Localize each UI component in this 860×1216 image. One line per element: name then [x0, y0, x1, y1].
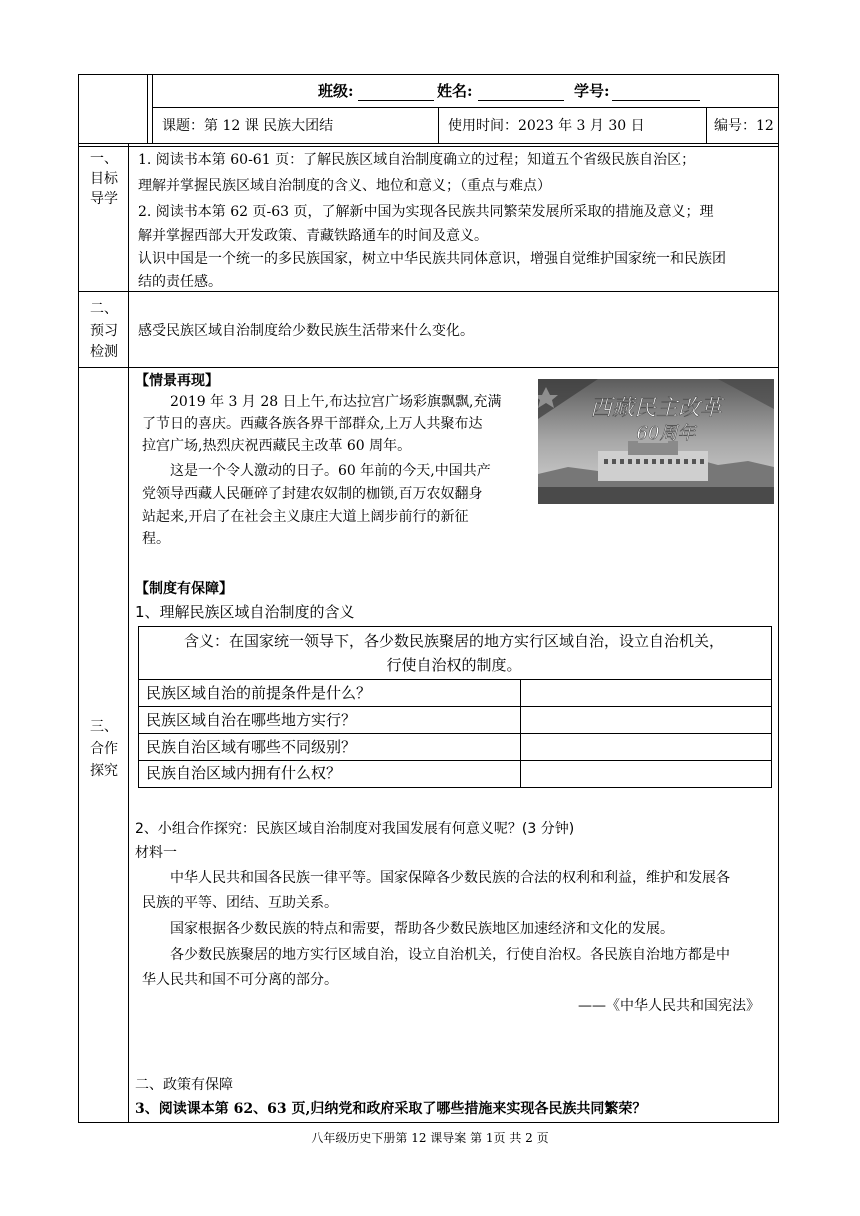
- section3-label-3: 探究: [90, 763, 118, 779]
- scene-line: 这是一个令人激动的日子。60 年前的今天,中国共产: [170, 463, 491, 479]
- table-border-right: [778, 74, 779, 1123]
- scene-line: 程。: [142, 531, 170, 547]
- topic-label: 课题：第 12 课 民族大团结: [162, 118, 334, 134]
- name-blank: [478, 82, 564, 101]
- section2-label-1: 二、: [90, 301, 118, 317]
- definition-line: 行使自治权的制度。: [386, 656, 522, 674]
- page-footer: 八年级历史下册第 12 课导案 第 1页 共 2 页: [311, 1131, 549, 1145]
- table-border-bottom: [78, 1122, 779, 1123]
- definition-row-divider: [138, 679, 771, 680]
- name-label: 姓名:: [437, 82, 473, 100]
- material-line: 民族的平等、团结、互助关系。: [142, 895, 338, 911]
- header-bottom-2: [78, 146, 779, 147]
- photo-illustration: [538, 379, 774, 504]
- q1-title: 1、理解民族区域自治制度的含义: [135, 603, 355, 621]
- policy-title: 二、政策有保障: [135, 1077, 233, 1093]
- section2-bottom: [78, 367, 779, 368]
- section2-label-2: 预习: [90, 323, 118, 339]
- table-border-left: [78, 74, 79, 1123]
- class-label: 班级:: [318, 82, 354, 100]
- material-line: 国家根据各少数民族的特点和需要，帮助各少数民族地区加速经济和文化的发展。: [170, 921, 674, 937]
- photo-caption-line1: 西藏民主改革: [589, 396, 723, 421]
- question-row-divider: [138, 706, 771, 707]
- class-blank: [358, 82, 434, 101]
- section1-line: 理解并掌握民族区域自治制度的含义、地位和意义；（重点与难点）: [138, 178, 551, 194]
- section1-line: 认识中国是一个统一的多民族国家，树立中华民族共同体意识，增强自觉维护国家统一和民族团: [138, 251, 726, 267]
- section3-label-1: 三、: [90, 719, 118, 735]
- material-line: 中华人民共和国各民族一律平等。国家保障各少数民族的合法的权利和利益，维护和发展各: [170, 870, 730, 886]
- section1-line: 结的责任感。: [138, 274, 222, 290]
- question-answer-divider: [520, 679, 521, 787]
- question-cell: 民族自治区域内拥有什么权？: [146, 764, 342, 782]
- section2-label-3: 检测: [90, 344, 118, 360]
- section1-label-1: 一、: [90, 151, 118, 167]
- header-row-divider: [152, 107, 779, 108]
- system-title: 【制度有保障】: [135, 581, 233, 597]
- q2-title: 2、小组合作探究：民族区域自治制度对我国发展有何意义呢？(3 分钟): [135, 821, 575, 837]
- section1-bottom: [78, 291, 779, 292]
- material-line: 各少数民族聚居的地方实行区域自治，设立自治机关，行使自治权。各民族自治地方都是中: [170, 947, 730, 963]
- definition-line: 含义：在国家统一领导下，各少数民族聚居的地方实行区域自治，设立自治机关，: [183, 632, 724, 650]
- number-blank: [612, 82, 700, 101]
- header-bottom-1: [78, 143, 779, 144]
- header-divider-1: [147, 74, 148, 144]
- header-divider-2: [152, 74, 153, 144]
- scene-line: 党领导西藏人民砸碎了封建农奴制的枷锁,百万农奴翻身: [142, 486, 483, 502]
- question-row-divider: [138, 760, 771, 761]
- question-cell: 民族区域自治在哪些地方实行？: [146, 711, 357, 729]
- material-line: 华人民共和国不可分离的部分。: [142, 972, 338, 988]
- section1-line: 1. 阅读书本第 60-61 页：了解民族区域自治制度确立的过程；知道五个省级民族自治区；: [138, 152, 696, 168]
- potala-palace-photo: [538, 379, 774, 504]
- number-label: 学号:: [574, 82, 610, 100]
- table-border-top: [78, 74, 779, 75]
- scene-title: 【情景再现】: [135, 373, 219, 389]
- scene-line: 拉宫广场,热烈庆祝西藏民主改革 60 周年。: [142, 438, 412, 454]
- section3-label-2: 合作: [90, 741, 118, 757]
- question-row-divider: [138, 733, 771, 734]
- scene-line: 2019 年 3 月 28 日上午,布达拉宫广场彩旗飘飘,充满: [170, 394, 502, 410]
- scene-line: 站起来,开启了在社会主义康庄大道上阔步前行的新征: [142, 509, 469, 525]
- time-label: 使用时间：2023 年 3 月 30 日: [448, 118, 645, 134]
- section2-text: 感受民族区域自治制度给少数民族生活带来什么变化。: [138, 323, 474, 339]
- header-time-divider: [438, 107, 439, 144]
- material-title: 材料一: [135, 845, 177, 861]
- question-cell: 民族自治区域有哪些不同级别？: [146, 738, 357, 756]
- question-cell: 民族区域自治的前提条件是什么？: [146, 684, 372, 702]
- code-label: 编号：12: [714, 118, 774, 134]
- header-code-divider: [706, 107, 707, 144]
- section1-label-2: 目标: [90, 171, 118, 187]
- material-source: ——《中华人民共和国宪法》: [578, 998, 760, 1014]
- section1-line: 解并掌握西部大开发政策、青藏铁路通车的时间及意义。: [138, 228, 488, 244]
- q3-title: 3、阅读课本第 62、63 页,归纳党和政府采取了哪些措施来实现各民族共同繁荣？: [135, 1101, 647, 1117]
- section1-label-3: 导学: [90, 191, 118, 207]
- scene-line: 了节日的喜庆。西藏各族各界干部群众,上万人共聚布达: [142, 416, 483, 432]
- photo-caption-line2: 60周年: [636, 423, 696, 444]
- section1-line: 2. 阅读书本第 62 页-63 页，了解新中国为实现各民族共同繁荣发展所采取的措施及意义；理: [138, 204, 714, 220]
